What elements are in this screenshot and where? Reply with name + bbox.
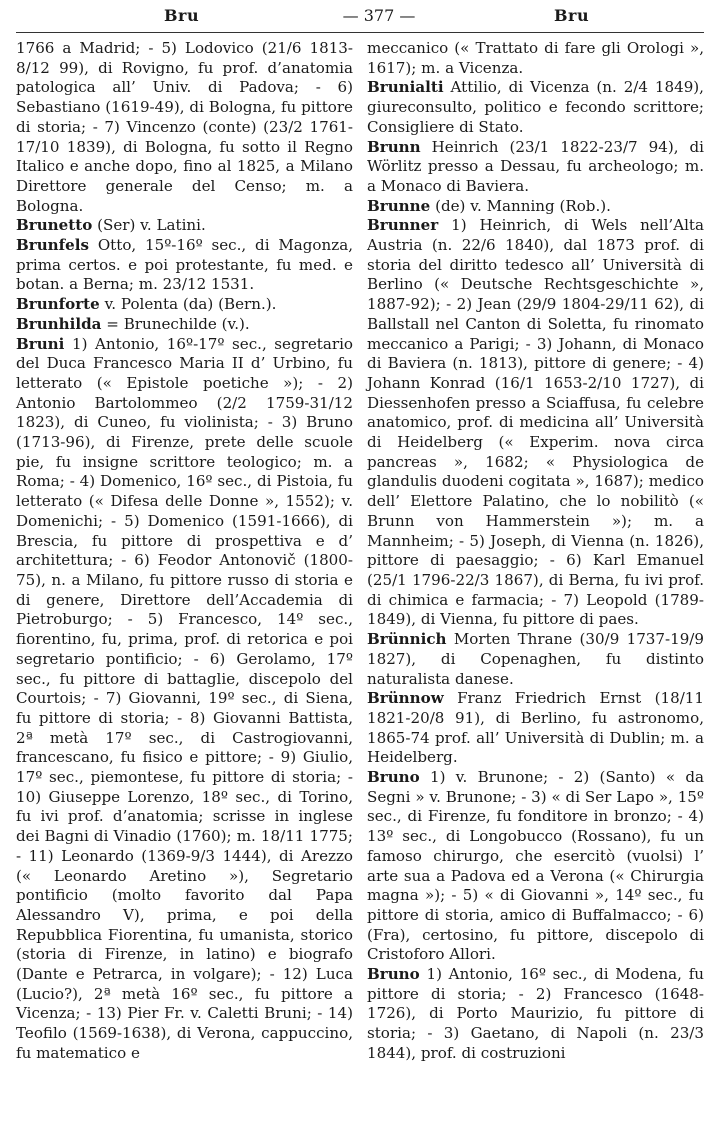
entry-body: (de) v. Manning (Rob.).: [435, 196, 611, 215]
entry-headword: Brunhilda: [16, 314, 102, 333]
dictionary-entry: [16, 236, 353, 295]
running-header: [16, 6, 704, 33]
entry-headword: Bruni: [16, 334, 65, 353]
entry-body: 1) v. Brunone; - 2) (Santo) « da Segni » v. Brunone; - 3) « di Ser Lapo », 15º sec., di Firenze, fu fonditore in bronzo; - 4) 13º sec., di Longobucco (Rossano), fu un famoso chirurgo, che esercitò (vuolsi) l’ arte sua a Padova ed a Verona (« Chirurgia magna »); - 5) « di Giovanni », 14º sec., fu pittore di storia, amico di Buffalmacco; - 6) (Fra), certosino, fu pittore, discepolo di Cristoforo Allori.: [367, 768, 704, 964]
header-left-guideword: Bru: [164, 6, 200, 25]
header-right-guideword: Bru: [554, 6, 590, 25]
entry-headword: Brunfels: [16, 236, 89, 255]
dictionary-entry: [16, 216, 353, 236]
page-number: — 377 —: [342, 6, 416, 25]
entry-body: 1) Antonio, 16º sec., di Modena, fu pittore di storia; - 2) Francesco (1648-1726), di Porto Maurizio, fu pittore di storia; - 3) Gaetano, di Napoli (n. 23/3 1844), prof. di costruzioni: [367, 965, 704, 1062]
dictionary-entry: [367, 78, 704, 137]
entry-headword: Brunialti: [367, 78, 444, 97]
entry-headword: Brunne: [367, 196, 431, 215]
entry-body: Morten Thrane (30/9 1737-19/9 1827), di Copenaghen, fu distinto naturalista danese.: [367, 630, 704, 688]
dictionary-entry: [367, 216, 704, 630]
dictionary-entry: [16, 335, 353, 1064]
entry-body: v. Polenta (da) (Bern.).: [104, 295, 277, 314]
entry-headword: Brunforte: [16, 295, 100, 314]
entry-headword: Brünnow: [367, 689, 444, 708]
dictionary-entry: [367, 689, 704, 768]
entry-headword: Brunner: [367, 216, 439, 235]
right-column: [367, 39, 704, 1064]
text-columns: [16, 39, 704, 1064]
entry-body: 1) Heinrich, di Wels nell’Alta Austria (n. 22/6 1840), dal 1873 prof. di storia del diritto tedesco all’ Università di Berlino (« Deutsche Rechtsgeschichte », 1887-92); - 2) Jean (29/9 1804-29/11 62), di Ballstall nel Canton di Soletta, fu rinomato meccanico a Parigi; - 3) Johann, di Monaco di Baviera (n. 1813), pittore di genere; - 4) Johann Konrad (16/1 1653-2/10 1727), di Diessenhofen presso a Sciaffusa, fu celebre anatomico, prof. di medicina all’ Università di Heidelberg (« Experim. nova circa pancreas », 1682; « Physiologica de glandulis duodeni cogitata », 1687); medico dell’ Elettore Palatino, che lo nobilitò (« Brunn von Hammerstein »); m. a Mannheim; - 5) Joseph, di Vienna (n. 1826), pittore di paesaggio; - 6) Karl Emanuel (25/1 1796-22/3 1867), di Berna, fu ivi prof. di chimica e farmacia; - 7) Leopold (1789-1849), di Vienna, fu pittore di paes.: [367, 216, 704, 629]
entry-body: = Brunechilde (v.).: [106, 314, 250, 333]
entry-body: Otto, 15º-16º sec., di Magonza, prima certos. e poi protestante, fu med. e botan. a Berna; m. 23/12 1531.: [16, 236, 353, 294]
entry-continuation: [16, 39, 353, 216]
entry-headword: Brunetto: [16, 216, 93, 235]
dictionary-entry: [367, 138, 704, 197]
dictionary-entry: [367, 768, 704, 965]
dictionary-entry: [367, 630, 704, 689]
entry-body: (Ser) v. Latini.: [97, 216, 206, 235]
entry-body: Heinrich (23/1 1822-23/7 94), di Wörlitz presso a Dessau, fu archeologo; m. a Monaco di Baviera.: [367, 137, 704, 195]
entry-headword: Brünnich: [367, 630, 447, 649]
entry-body: 1) Antonio, 16º-17º sec., segretario del Duca Francesco Maria II d’ Urbino, fu letterato (« Epistole poetiche »); - 2) Antonio Bartolommeo (2/2 1759-31/12 1823), di Cuneo, fu violinista; - 3) Bruno (1713-96), di Firenze, prete delle scuole pie, fu insigne scrittore teologico; m. a Roma; - 4) Domenico, 16º sec., di Pistoia, fu letterato (« Difesa delle Donne », 1552); v. Domenichi; - 5) Domenico (1591-1666), di Brescia, fu pittore di prospettiva e d’ architettura; - 6) Feodor Antonovič (1800-75), n. a Milano, fu pittore russo di storia e di genere, Direttore dell’Accademia di Pietroburgo; - 5) Francesco, 14º sec., fiorentino, fu, prima, prof. di retorica e poi segretario pontificio; - 6) Gerolamo, 17º sec., fu pittore di battaglie, discepolo del Courtois; - 7) Giovanni, 19º sec., di Siena, fu pittore di storia; - 8) Giovanni Battista, 2ª metà 17º sec., di Castrogiovanni, francescano, fu fisico e pittore; - 9) Giulio, 17º sec., piemontese, fu pittore di storia; - 10) Giuseppe Lorenzo, 18º sec., di Torino, fu ivi prof. d’anatomia; scrisse in inglese dei Bagni di Vinadio (1760); m. 18/11 1775; - 11) Leonardo (1369-9/3 1444), di Arezzo (« Leonardo Aretino »), Segretario pontificio (molto favorito dal Papa Alessandro V), prima, e poi della Repubblica Fiorentina, fu umanista, storico (storia di Firenze, in latino) e biografo (Dante e Petrarca, in volgare); - 12) Luca (Lucio?), 2ª metà 16º sec., fu pittore a Vicenza; - 13) Pier Fr. v. Caletti Bruni; - 14) Teofilo (1569-1638), di Verona, cappuccino, fu matematico e: [16, 334, 353, 1062]
left-column: [16, 39, 353, 1064]
dictionary-entry: [367, 197, 704, 217]
dictionary-entry: [16, 295, 353, 315]
entry-body: Attilio, di Vicenza (n. 2/4 1849), giureconsulto, politico e fecondo scrittore; Consigliere di Stato.: [367, 78, 704, 136]
entry-body: 1766 a Madrid; - 5) Lodovico (21/6 1813-8/12 99), di Rovigno, fu prof. d’anatomia patologica all’ Univ. di Padova; - 6) Sebastiano (1619-49), di Bologna, fu pittore di storia; - 7) Vincenzo (conte) (23/2 1761-17/10 1839), di Bologna, fu sotto il Regno Italico e anche dopo, fino al 1825, a Milano Direttore generale del Censo; m. a Bologna.: [16, 39, 353, 215]
entry-body: meccanico (« Trattato di fare gli Orologi », 1617); m. a Vicenza.: [367, 39, 704, 77]
dictionary-entry: [367, 965, 704, 1064]
entry-body: Franz Friedrich Ernst (18/11 1821-20/8 91), di Berlino, fu astronomo, 1865-74 prof. all’ Università di Dublin; m. a Heidelberg.: [367, 689, 704, 767]
entry-headword: Bruno: [367, 965, 420, 984]
entry-headword: Brunn: [367, 137, 421, 156]
entry-continuation: [367, 39, 704, 78]
dictionary-entry: [16, 315, 353, 335]
entry-headword: Bruno: [367, 768, 420, 787]
